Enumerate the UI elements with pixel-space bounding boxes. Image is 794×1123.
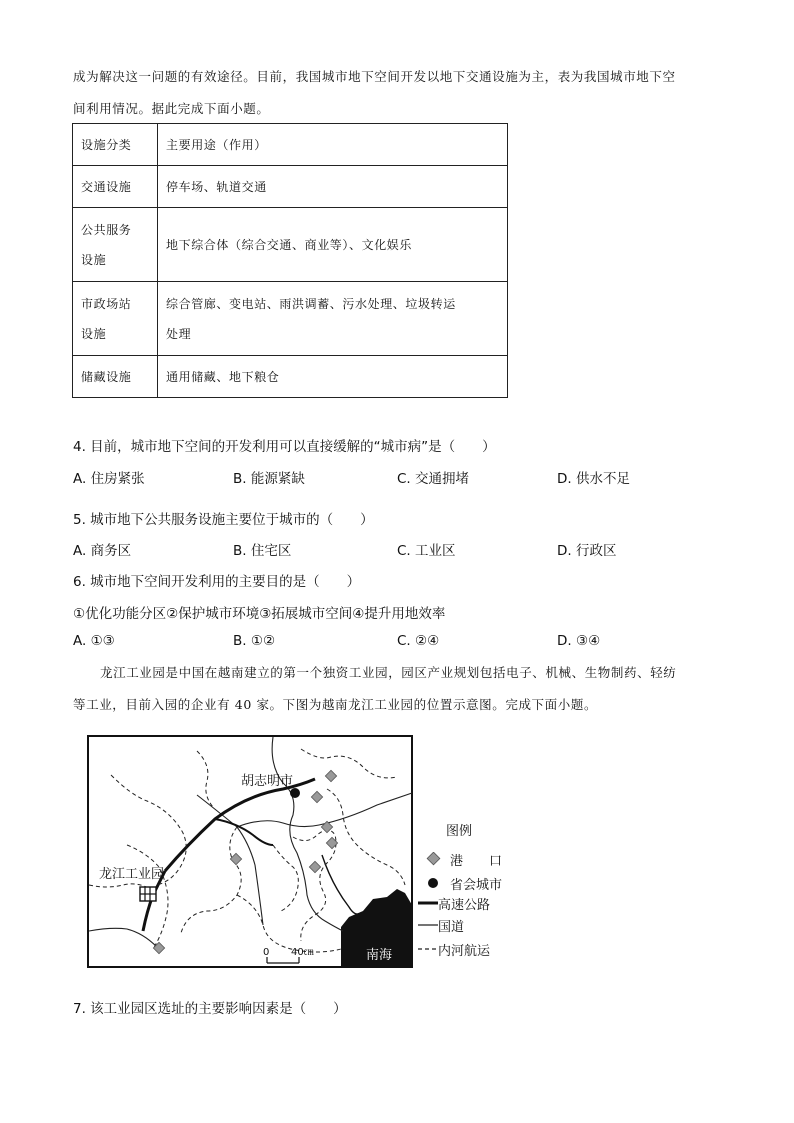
cell-line: 处理 (166, 326, 192, 341)
legend-label: 省会城市 (450, 877, 503, 893)
legend-title: 图例 (446, 823, 473, 839)
legend-label: 内河航运 (438, 943, 491, 959)
q6-option-c[interactable]: C. ②④ (397, 633, 440, 649)
question-6-stem: 6. 城市地下空间开发利用的主要目的是（ ） (73, 574, 361, 590)
q6-option-b[interactable]: B. ①② (233, 633, 276, 649)
question-4-stem: 4. 目前，城市地下空间的开发利用可以直接缓解的“城市病”是（ ） (73, 439, 496, 455)
location-map (87, 735, 413, 968)
cell-line: 设施 (81, 252, 107, 267)
facility-table (72, 123, 508, 398)
q5-option-d[interactable]: D. 行政区 (557, 543, 617, 559)
legend-label: 港 口 (450, 853, 503, 869)
question-6-statements: ①优化功能分区②保护城市环境③拓展城市空间④提升用地效率 (73, 606, 446, 622)
table-cell-use: 通用储藏、地下粮仓 (158, 356, 508, 398)
passage-2-line-2: 等工业，目前入园的企业有 40 家。下图为越南龙江工业园的位置示意图。完成下面小题。 (73, 697, 598, 712)
q4-option-b[interactable]: B. 能源紧缺 (233, 471, 305, 487)
q4-option-c[interactable]: C. 交通拥堵 (397, 471, 470, 487)
q6-option-a[interactable]: A. ①③ (73, 633, 115, 649)
table-cell-category (73, 282, 158, 356)
table-cell-category (73, 208, 158, 282)
legend-item-highway (418, 894, 490, 912)
table-cell-use: 停车场、轨道交通 (158, 166, 508, 208)
question-5-stem: 5. 城市地下公共服务设施主要位于城市的（ ） (73, 512, 374, 528)
sea-label: 南海 (366, 948, 393, 963)
q5-option-b[interactable]: B. 住宅区 (233, 543, 292, 559)
industrial-park-icon (140, 887, 156, 901)
table-row (73, 124, 508, 166)
cell-line: 市政场站 (81, 296, 132, 311)
q5-option-a[interactable]: A. 商务区 (73, 543, 132, 559)
park-label: 龙江工业园 (99, 867, 165, 882)
scale-value: 40㎝ (291, 947, 314, 958)
table-row (73, 356, 508, 398)
capital-dot-icon (424, 876, 444, 890)
cell-line: 设施 (81, 326, 107, 341)
table-row (73, 282, 508, 356)
legend-item-port (424, 850, 502, 868)
legend-item-national-road (418, 916, 464, 934)
table-cell-category: 交通设施 (73, 166, 158, 208)
table-cell-use: 主要用途（作用） (158, 124, 508, 166)
capital-dot-icon (290, 788, 300, 798)
cell-line: 公共服务 (81, 222, 132, 237)
q5-option-c[interactable]: C. 工业区 (397, 543, 456, 559)
highway-line-icon (418, 896, 438, 910)
legend-label: 高速公路 (438, 897, 491, 913)
intro-line-1: 成为解决这一问题的有效途径。目前，我国城市地下空间开发以地下交通设施为主，表为我国城市地下空 (73, 69, 676, 84)
q4-option-d[interactable]: D. 供水不足 (557, 471, 630, 487)
waterway-dash-icon (418, 942, 438, 956)
national-road-line-icon (418, 918, 438, 932)
passage-2-line-1: 龙江工业园是中国在越南建立的第一个独资工业园，园区产业规划包括电子、机械、生物制药、轻纺 (100, 665, 677, 680)
intro-line-2: 间利用情况。据此完成下面小题。 (73, 101, 270, 116)
city-label: 胡志明市 (241, 774, 294, 789)
table-row (73, 166, 508, 208)
q4-option-a[interactable]: A. 住房紧张 (73, 471, 145, 487)
legend-item-waterway (418, 940, 490, 958)
table-cell-category: 储藏设施 (73, 356, 158, 398)
legend-item-capital (424, 874, 502, 892)
q6-option-d[interactable]: D. ③④ (557, 633, 601, 649)
table-cell-category: 设施分类 (73, 124, 158, 166)
cell-line: 综合管廊、变电站、雨洪调蓄、污水处理、垃圾转运 (166, 296, 456, 311)
table-cell-use (158, 282, 508, 356)
question-7-stem: 7. 该工业园区选址的主要影响因素是（ ） (73, 1001, 347, 1017)
table-cell-use: 地下综合体（综合交通、商业等）、文化娱乐 (158, 208, 508, 282)
legend-label: 国道 (438, 919, 465, 935)
table-row (73, 208, 508, 282)
port-diamond-icon (424, 852, 444, 866)
scale-zero: 0 (263, 947, 270, 958)
